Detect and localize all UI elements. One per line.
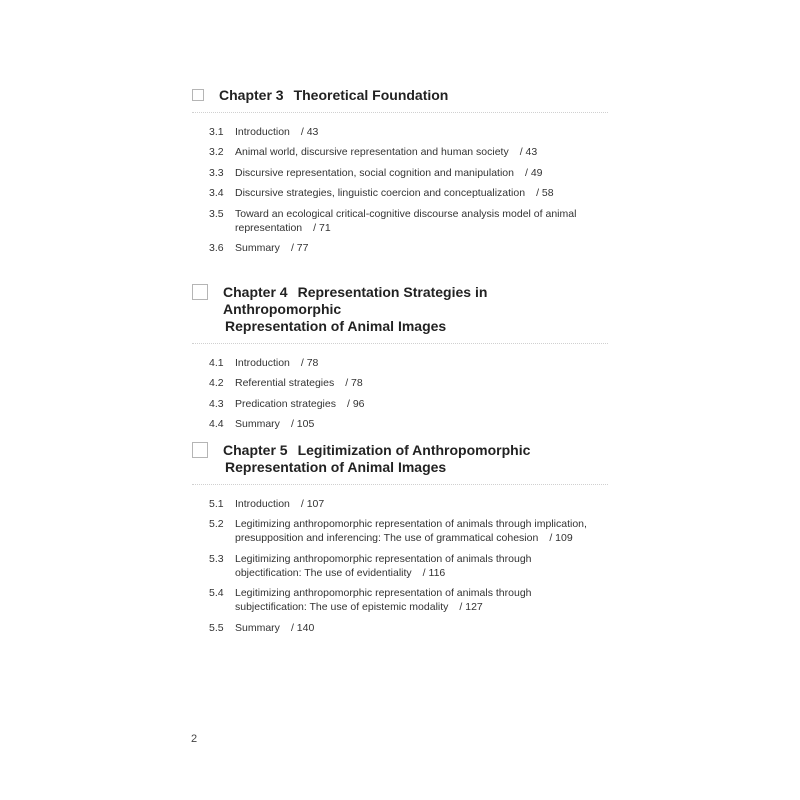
entry-text [235,397,608,411]
chapter-heading [192,284,608,335]
toc-entry[interactable] [209,517,608,545]
chapter-label: Chapter 5 [223,442,288,458]
entry-text [235,586,545,614]
entry-page: / 105 [290,418,315,431]
entry-text [235,241,608,255]
toc-entries [192,356,608,431]
page-number: 2 [191,733,198,745]
entry-number: 4.3 [209,397,224,410]
entry-text [235,145,608,159]
chapter-title-line: Theoretical Foundation [293,87,449,103]
entry-title: Introduction [235,357,290,369]
entry-page: / 78 [345,377,363,390]
entry-number: 3.4 [209,187,224,200]
entry-number: 5.2 [209,518,224,531]
entry-page: / 109 [549,532,573,545]
entry-title: Introduction [235,498,290,510]
entry-title: Summary [235,621,280,634]
toc-entries [192,125,608,255]
entry-page: / 107 [300,498,325,510]
entry-text [235,186,608,200]
chapter-5-section [192,442,608,641]
entry-text [235,497,608,511]
toc-entry[interactable] [209,145,608,159]
entry-page: / 71 [313,221,331,234]
entry-text [235,207,595,235]
toc-entry[interactable] [209,125,608,139]
entry-page: / 96 [346,397,365,410]
chapter-heading [192,442,608,476]
chapter-title-line: Representation of Animal Images [225,318,447,334]
chapter-title-line: Representation Strategies in Anthropomorphic [223,284,488,317]
entry-text [235,356,608,370]
toc-entry[interactable] [209,376,608,390]
entry-title: Toward an ecological critical-cognitive discourse analysis model of animal representation [235,207,577,234]
entry-page: / 43 [300,126,319,138]
toc-entry[interactable] [209,186,608,200]
entry-page: / 127 [459,601,483,614]
entry-page: / 140 [290,621,315,634]
entry-page: / 116 [422,566,446,579]
entry-title: Legitimizing anthropomorphic representation of animals through objectification: The use of evidentiality [235,552,532,579]
entry-text [235,166,608,180]
entry-number: 5.5 [209,621,224,634]
entry-text [235,517,608,545]
entry-text [235,621,608,635]
chapter-3-section [192,87,608,261]
chapter-title [192,87,608,104]
entry-title: Introduction [235,126,290,138]
checkbox-square-icon [192,442,208,458]
toc-entry[interactable] [209,207,608,235]
entry-number: 3.3 [209,166,224,179]
entry-text [235,376,608,390]
entry-number: 3.2 [209,146,224,159]
entry-number: 5.4 [209,587,224,600]
entry-title: Discursive representation, social cognition and manipulation [235,166,514,179]
toc-entry[interactable] [209,621,608,635]
entry-title: Summary [235,418,280,431]
dotted-divider [192,343,608,344]
chapter-label: Chapter 4 [223,284,288,300]
chapter-title-line: Representation of Animal Images [225,459,447,475]
toc-entry[interactable] [209,356,608,370]
entry-title: Referential strategies [235,377,335,390]
toc-entry[interactable] [209,397,608,411]
entry-number: 3.5 [209,207,224,220]
entry-title: Predication strategies [235,397,336,410]
toc-entry[interactable] [209,417,608,431]
entry-text [235,125,608,139]
entry-number: 3.1 [209,126,224,138]
entry-number: 5.1 [209,498,224,510]
toc-entry[interactable] [209,586,608,614]
toc-entry[interactable] [209,241,608,255]
chapter-title [192,284,608,335]
entry-page: / 43 [519,146,538,159]
entry-number: 5.3 [209,552,224,565]
entry-number: 4.4 [209,418,224,431]
toc-entries [192,497,608,635]
entry-number: 3.6 [209,241,224,254]
chapter-4-section [192,284,608,438]
toc-entry[interactable] [209,166,608,180]
entry-title: Legitimizing anthropomorphic representation of animals through implication, presupposition and inferencing: The use of grammatical cohesion [235,518,587,545]
entry-title: Legitimizing anthropomorphic representation of animals through subjectification: The use of epistemic modality [235,587,532,614]
entry-title: Animal world, discursive representation and human society [235,146,509,159]
chapter-heading [192,87,608,104]
checkbox-square-icon [192,89,204,101]
dotted-divider [192,484,608,485]
entry-page: / 49 [525,166,543,179]
dotted-divider [192,112,608,113]
entry-page: / 58 [536,187,554,200]
chapter-label: Chapter 3 [219,87,284,103]
entry-page: / 77 [290,241,309,254]
chapter-title [192,442,608,476]
entry-title: Discursive strategies, linguistic coercion and conceptualization [235,187,526,200]
entry-number: 4.1 [209,357,224,369]
chapter-title-line: Legitimization of Anthropomorphic [297,442,531,458]
checkbox-square-icon [192,284,208,300]
toc-entry[interactable] [209,497,608,511]
entry-title: Summary [235,241,280,254]
entry-text [235,417,608,431]
entry-text [235,552,545,580]
entry-number: 4.2 [209,377,224,390]
entry-page: / 78 [300,357,319,369]
toc-entry[interactable] [209,552,608,580]
